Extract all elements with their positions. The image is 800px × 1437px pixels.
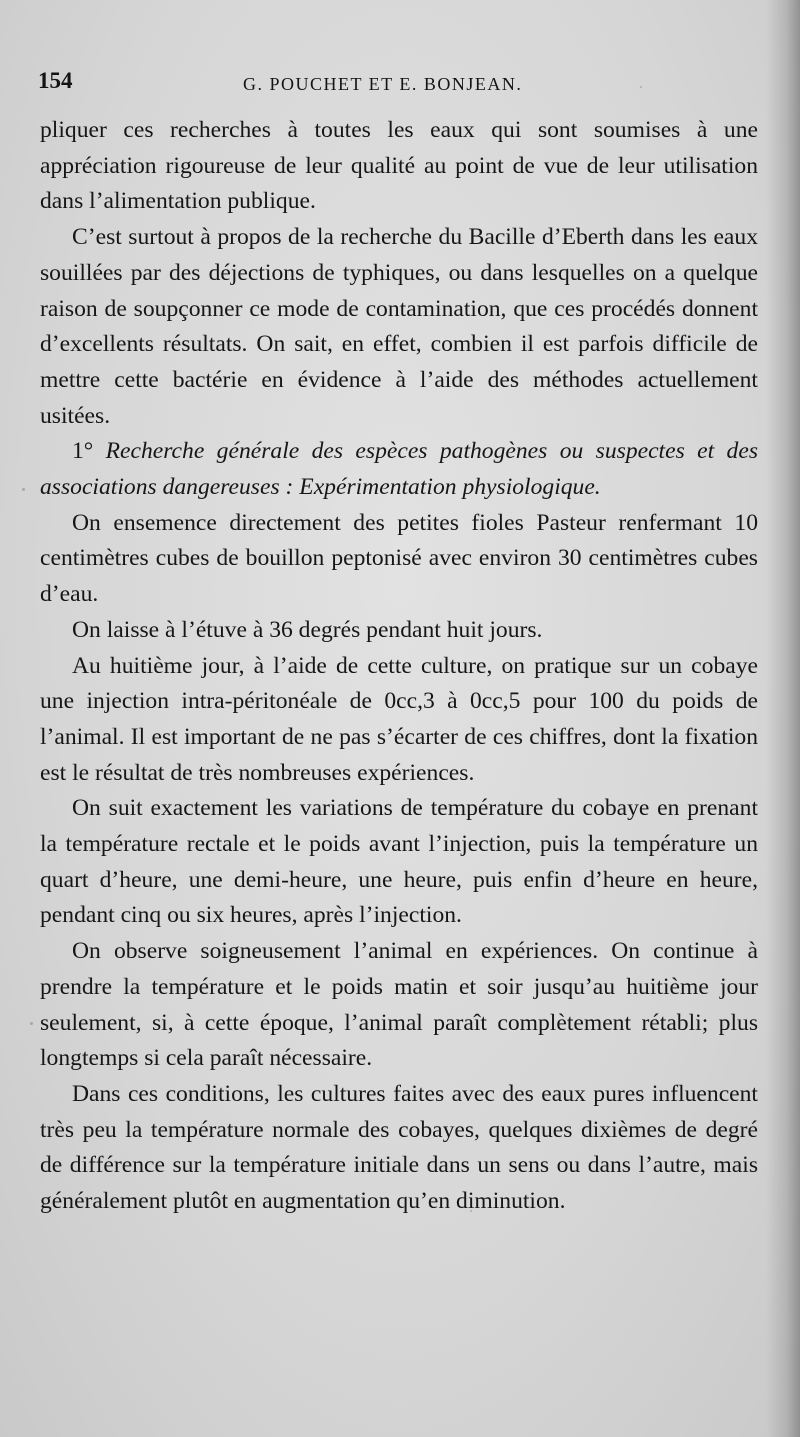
page-header <box>38 68 758 104</box>
paragraph: On ensemence directement des petites fioles Pasteur renfermant 10 centimètres cubes de bouillon peptonisé avec environ 30 centimètres cubes d’eau. <box>40 509 758 608</box>
paragraph: Au huitième jour, à l’aide de cette culture, on pratique sur un cobaye une injection intra-péritonéale de 0cc,3 à 0cc,5 pour 100 du poids de l’animal. Il est important de ne pas s’écarter de ces chiffres, dont la fixation est le résultat de très nombreuses expériences. <box>40 652 758 786</box>
paper-speck <box>30 1022 33 1025</box>
paragraph: On suit exactement les variations de température du cobaye en prenant la température rectale et le poids avant l’injection, puis la température un quart d’heure, une demi-heure, une heure, puis enfin d’heure en heure, pendant cinq ou six heures, après l’injection. <box>40 795 758 929</box>
page-number: 154 <box>38 68 73 93</box>
paragraph: C’est surtout à propos de la recherche du Bacille d’Eberth dans les eaux souillées par des déjections de typhiques, ou dans lesquelles on a quelque raison de soupçonner ce mode de contamination, que ces procédés donnent d’excellents résultats. On sait, en effet, combien il est parfois difficile de mettre cette bactérie en évidence à l’aide des méthodes actuellement usitées. <box>40 224 758 429</box>
section-title: Recherche générale des espèces pathogènes ou suspectes et des associations dangereuses : Expérimentation physiologique. <box>40 438 759 501</box>
paper-speck <box>470 1210 472 1212</box>
running-head: G. POUCHET ET E. BONJEAN. <box>243 74 523 94</box>
page-gutter-shadow <box>766 0 800 1437</box>
paragraph: On laisse à l’étuve à 36 degrés pendant huit jours. <box>72 616 543 643</box>
body-text <box>40 113 758 1220</box>
paper-speck <box>640 86 642 88</box>
section-number: 1° <box>72 438 94 465</box>
paragraph: On observe soigneusement l’animal en expériences. On continue à prendre la température et le poids matin et soir jusqu’au huitième jour seulement, si, à cette époque, l’animal paraît complètement rétabli; plus longtemps si cela paraît nécessaire. <box>40 938 758 1072</box>
paragraph: Dans ces conditions, les cultures faites avec des eaux pures influencent très peu la température normale des cobayes, quelques dixièmes de degré de différence sur la température initiale dans un sens ou dans l’autre, mais généralement plutôt en augmentation qu’en diminution. <box>40 1080 758 1215</box>
paper-speck <box>22 488 25 491</box>
paragraph-continued: pliquer ces recherches à toutes les eaux qui sont soumises à une appréciation rigoureuse de leur qualité au point de vue de leur utilisation dans l’alimentation publique. <box>40 117 758 215</box>
section-heading <box>40 434 758 505</box>
